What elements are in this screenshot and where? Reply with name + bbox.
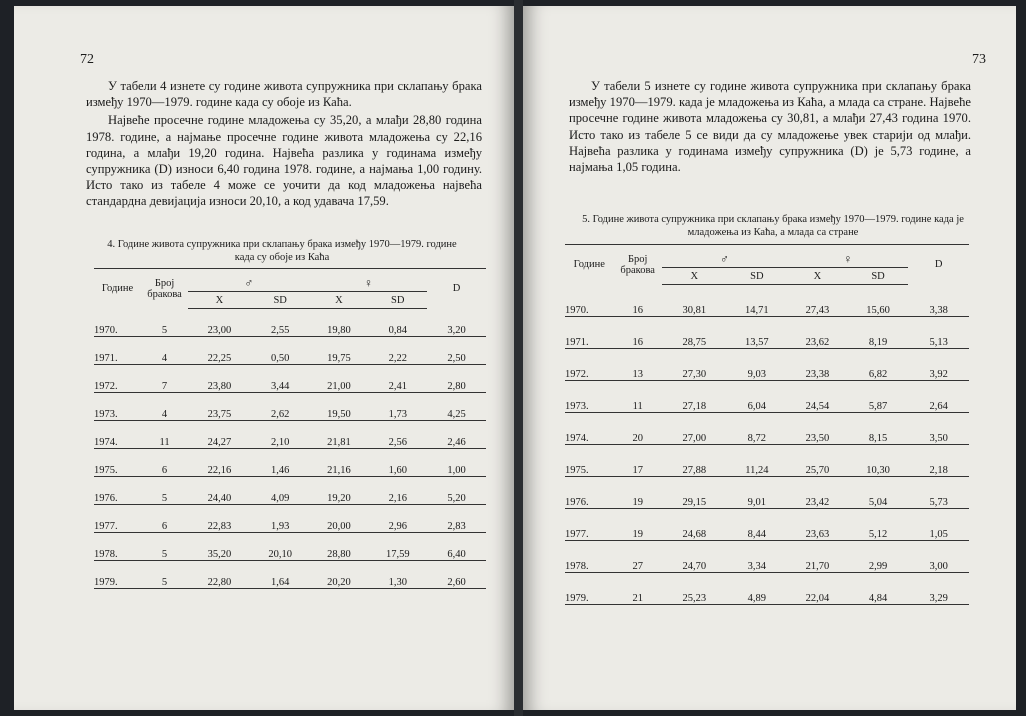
table-row (565, 541, 969, 573)
table-row (94, 421, 486, 449)
difference-cell: 3,20 (427, 309, 486, 337)
book-gutter (514, 0, 523, 716)
table-row (94, 309, 486, 337)
difference-cell: 2,18 (908, 445, 969, 477)
female-x-cell: 23,42 (787, 477, 848, 509)
header-x: X (310, 292, 369, 309)
year-cell: 1974. (94, 421, 141, 449)
female-x-cell: 23,38 (787, 349, 848, 381)
count-cell: 16 (613, 285, 661, 317)
table-caption: 5. Године живота супружника при склапању брака између 1970—1979. године када је младожења из Каћа, а млада са стране (582, 214, 964, 238)
female-sd-cell: 10,30 (848, 445, 909, 477)
table-row (94, 533, 486, 561)
male-x-cell: 22,16 (188, 449, 251, 477)
paragraph: У табели 5 изнете су године живота супружника при склапању брака између 1970—1979. када је младожења из Каћа, а млада са стране. Највеће просечне године живота младожења су 30,81, а млађи 27,43 година 1970. Исто тако из табеле 5 се види да су младожење увек старији од млађи. Највећа разлика у годинама између супружника (D) је 5,73 године, а најмања 1,05 година. (569, 79, 971, 175)
female-x-cell: 23,50 (787, 413, 848, 445)
male-x-cell: 24,40 (188, 477, 251, 505)
count-cell: 4 (141, 393, 188, 421)
female-x-cell: 19,75 (310, 337, 369, 365)
data-table (94, 268, 486, 589)
table-row (94, 477, 486, 505)
year-cell: 1976. (565, 477, 613, 509)
year-cell: 1970. (94, 309, 141, 337)
year-cell: 1976. (94, 477, 141, 505)
year-cell: 1978. (94, 533, 141, 561)
male-sd-cell: 3,44 (251, 365, 310, 393)
female-sd-cell: 5,04 (848, 477, 909, 509)
header-sd: SD (848, 268, 909, 285)
female-x-cell: 20,00 (310, 505, 369, 533)
table-row (94, 561, 486, 589)
header-male: ♂ (188, 269, 310, 292)
difference-cell: 1,00 (427, 449, 486, 477)
male-sd-cell: 6,04 (727, 381, 788, 413)
difference-cell: 2,50 (427, 337, 486, 365)
year-cell: 1970. (565, 285, 613, 317)
female-x-cell: 21,70 (787, 541, 848, 573)
header-d: D (427, 269, 486, 309)
year-cell: 1972. (94, 365, 141, 393)
count-cell: 20 (613, 413, 661, 445)
header-count: Број бракова (613, 245, 661, 285)
header-d: D (908, 245, 969, 285)
count-cell: 5 (141, 477, 188, 505)
header-year: Године (94, 269, 141, 309)
count-cell: 11 (141, 421, 188, 449)
male-x-cell: 23,80 (188, 365, 251, 393)
difference-cell: 3,38 (908, 285, 969, 317)
count-cell: 17 (613, 445, 661, 477)
female-x-cell: 22,04 (787, 573, 848, 605)
year-cell: 1978. (565, 541, 613, 573)
header-sd: SD (368, 292, 427, 309)
header-x: X (188, 292, 251, 309)
male-sd-cell: 14,71 (727, 285, 788, 317)
year-cell: 1973. (565, 381, 613, 413)
female-x-cell: 19,80 (310, 309, 369, 337)
male-x-cell: 24,27 (188, 421, 251, 449)
year-cell: 1971. (94, 337, 141, 365)
count-cell: 4 (141, 337, 188, 365)
table-row (565, 349, 969, 381)
count-cell: 7 (141, 365, 188, 393)
year-cell: 1979. (565, 573, 613, 605)
year-cell: 1974. (565, 413, 613, 445)
male-sd-cell: 9,03 (727, 349, 788, 381)
male-sd-cell: 11,24 (727, 445, 788, 477)
page-number: 72 (80, 52, 94, 67)
male-x-cell: 25,23 (662, 573, 727, 605)
male-x-cell: 35,20 (188, 533, 251, 561)
difference-cell: 2,83 (427, 505, 486, 533)
difference-cell: 5,20 (427, 477, 486, 505)
table-row (565, 285, 969, 317)
female-sd-cell: 0,84 (368, 309, 427, 337)
female-sd-cell: 15,60 (848, 285, 909, 317)
male-sd-cell: 20,10 (251, 533, 310, 561)
female-sd-cell: 1,60 (368, 449, 427, 477)
count-cell: 6 (141, 505, 188, 533)
female-sd-cell: 17,59 (368, 533, 427, 561)
header-x: X (662, 268, 727, 285)
male-x-cell: 24,70 (662, 541, 727, 573)
male-x-cell: 22,80 (188, 561, 251, 589)
female-x-cell: 24,54 (787, 381, 848, 413)
count-cell: 13 (613, 349, 661, 381)
difference-cell: 3,50 (908, 413, 969, 445)
header-count: Број бракова (141, 269, 188, 309)
header-female: ♀ (787, 245, 908, 268)
female-sd-cell: 2,41 (368, 365, 427, 393)
female-x-cell: 21,00 (310, 365, 369, 393)
header-x: X (787, 268, 848, 285)
year-cell: 1971. (565, 317, 613, 349)
male-sd-cell: 0,50 (251, 337, 310, 365)
count-cell: 21 (613, 573, 661, 605)
female-sd-cell: 2,99 (848, 541, 909, 573)
count-cell: 5 (141, 309, 188, 337)
male-sd-cell: 2,62 (251, 393, 310, 421)
year-cell: 1977. (94, 505, 141, 533)
male-sd-cell: 8,72 (727, 413, 788, 445)
page-number: 73 (972, 52, 986, 67)
difference-cell: 5,73 (908, 477, 969, 509)
male-x-cell: 30,81 (662, 285, 727, 317)
difference-cell: 2,64 (908, 381, 969, 413)
table-row (94, 365, 486, 393)
male-sd-cell: 3,34 (727, 541, 788, 573)
female-x-cell: 19,50 (310, 393, 369, 421)
table-row (94, 393, 486, 421)
male-x-cell: 27,00 (662, 413, 727, 445)
difference-cell: 3,29 (908, 573, 969, 605)
female-sd-cell: 6,82 (848, 349, 909, 381)
female-x-cell: 27,43 (787, 285, 848, 317)
female-x-cell: 23,62 (787, 317, 848, 349)
table-caption: 4. Године живота супружника при склапању брака између 1970—1979. године када су обоје из Каћа (107, 239, 457, 263)
header-sd: SD (251, 292, 310, 309)
female-x-cell: 19,20 (310, 477, 369, 505)
year-cell: 1977. (565, 509, 613, 541)
female-sd-cell: 8,15 (848, 413, 909, 445)
header-female: ♀ (310, 269, 428, 292)
female-sd-cell: 5,12 (848, 509, 909, 541)
female-sd-cell: 1,73 (368, 393, 427, 421)
table-row (565, 317, 969, 349)
count-cell: 5 (141, 561, 188, 589)
female-sd-cell: 8,19 (848, 317, 909, 349)
male-x-cell: 28,75 (662, 317, 727, 349)
female-sd-cell: 2,96 (368, 505, 427, 533)
count-cell: 16 (613, 317, 661, 349)
male-sd-cell: 4,09 (251, 477, 310, 505)
male-sd-cell: 13,57 (727, 317, 788, 349)
difference-cell: 5,13 (908, 317, 969, 349)
count-cell: 6 (141, 449, 188, 477)
difference-cell: 1,05 (908, 509, 969, 541)
female-sd-cell: 4,84 (848, 573, 909, 605)
difference-cell: 3,00 (908, 541, 969, 573)
year-cell: 1973. (94, 393, 141, 421)
table-row (565, 413, 969, 445)
count-cell: 5 (141, 533, 188, 561)
male-x-cell: 27,30 (662, 349, 727, 381)
data-table (565, 244, 969, 605)
count-cell: 19 (613, 509, 661, 541)
female-sd-cell: 2,22 (368, 337, 427, 365)
difference-cell: 2,60 (427, 561, 486, 589)
table-row (94, 449, 486, 477)
right-page (523, 6, 1016, 710)
left-page (14, 6, 514, 710)
table-row (565, 381, 969, 413)
table-row (94, 505, 486, 533)
female-x-cell: 21,16 (310, 449, 369, 477)
female-sd-cell: 5,87 (848, 381, 909, 413)
paragraph: У табели 4 изнете су године живота супружника при склапању брака између 1970—1979. године када су обоје из Каћа. (86, 79, 482, 110)
table-row (565, 445, 969, 477)
count-cell: 11 (613, 381, 661, 413)
female-x-cell: 23,63 (787, 509, 848, 541)
difference-cell: 2,46 (427, 421, 486, 449)
header-male: ♂ (662, 245, 787, 268)
male-x-cell: 29,15 (662, 477, 727, 509)
male-x-cell: 24,68 (662, 509, 727, 541)
table-row (565, 573, 969, 605)
female-x-cell: 28,80 (310, 533, 369, 561)
female-x-cell: 20,20 (310, 561, 369, 589)
male-x-cell: 27,18 (662, 381, 727, 413)
table-row (565, 509, 969, 541)
difference-cell: 6,40 (427, 533, 486, 561)
male-sd-cell: 1,93 (251, 505, 310, 533)
male-x-cell: 23,75 (188, 393, 251, 421)
count-cell: 19 (613, 477, 661, 509)
female-sd-cell: 2,16 (368, 477, 427, 505)
male-x-cell: 22,83 (188, 505, 251, 533)
year-cell: 1975. (565, 445, 613, 477)
difference-cell: 3,92 (908, 349, 969, 381)
female-sd-cell: 1,30 (368, 561, 427, 589)
male-x-cell: 27,88 (662, 445, 727, 477)
male-sd-cell: 2,10 (251, 421, 310, 449)
body-text (86, 78, 482, 210)
female-x-cell: 25,70 (787, 445, 848, 477)
year-cell: 1972. (565, 349, 613, 381)
header-sd: SD (727, 268, 788, 285)
male-x-cell: 22,25 (188, 337, 251, 365)
male-sd-cell: 1,64 (251, 561, 310, 589)
male-x-cell: 23,00 (188, 309, 251, 337)
difference-cell: 4,25 (427, 393, 486, 421)
table-row (94, 337, 486, 365)
year-cell: 1979. (94, 561, 141, 589)
table-row (565, 477, 969, 509)
count-cell: 27 (613, 541, 661, 573)
male-sd-cell: 1,46 (251, 449, 310, 477)
male-sd-cell: 8,44 (727, 509, 788, 541)
female-sd-cell: 2,56 (368, 421, 427, 449)
male-sd-cell: 2,55 (251, 309, 310, 337)
difference-cell: 2,80 (427, 365, 486, 393)
year-cell: 1975. (94, 449, 141, 477)
paragraph: Највеће просечне године младожења су 35,20, а млађи 28,80 година 1978. године, а најмање просечне године живота младожења су 22,16 година, а млађи 19,20 година. Највећа разлика у годинама између супружника (D) износи 6,40 година 1978. године, а најмања 1,00 годину. Исто тако из табеле 4 може се уочити да код младожења највећа стандардна девијација износи 20,10, а код удавача 17,59. (86, 113, 482, 209)
body-text (569, 78, 971, 175)
header-year: Године (565, 245, 613, 285)
female-x-cell: 21,81 (310, 421, 369, 449)
male-sd-cell: 4,89 (727, 573, 788, 605)
male-sd-cell: 9,01 (727, 477, 788, 509)
